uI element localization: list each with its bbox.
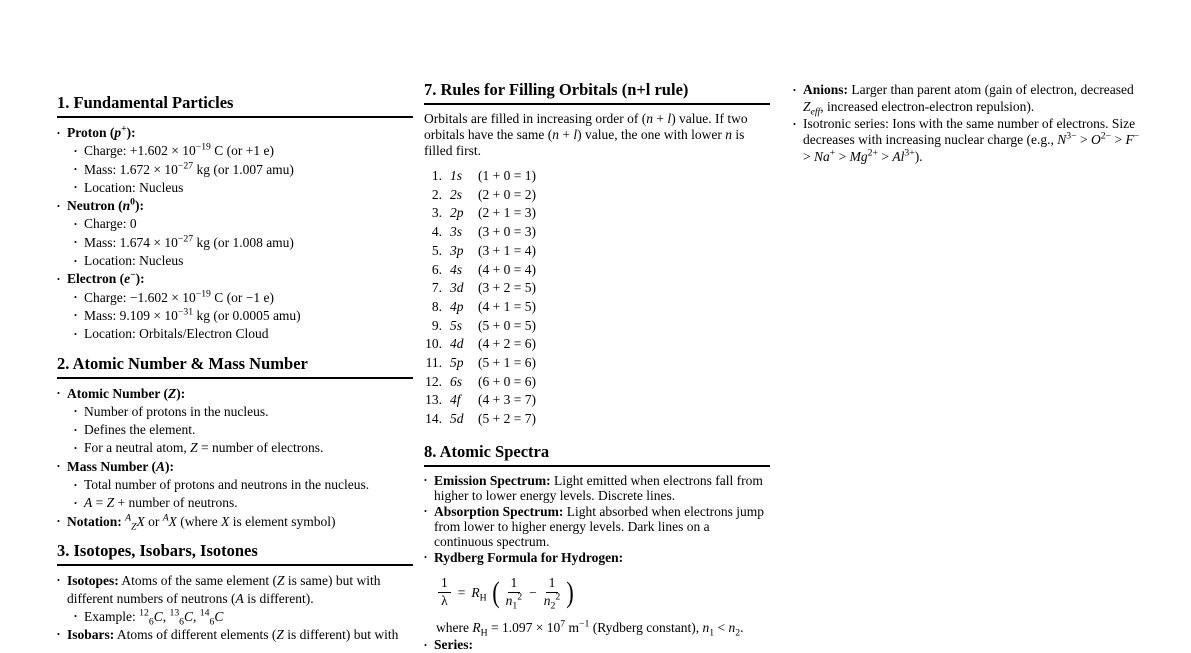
bullet-list: [57, 124, 413, 344]
bullet-list: [57, 572, 413, 644]
orbital-label: 5s: [450, 317, 463, 333]
bullet-marker: [74, 421, 84, 439]
list-item-text: Number of protons in the nucleus.: [84, 403, 269, 419]
orbital-row: [424, 391, 770, 410]
orbital-row: [424, 335, 770, 354]
orbital-label: 1s: [450, 168, 463, 183]
orbital-calculation: (5 + 1 = 6): [478, 355, 536, 371]
list-item-text: Location: Nucleus: [84, 253, 184, 269]
bullet-marker: [57, 197, 67, 215]
bullet-marker: [57, 270, 67, 288]
list-item-text: Isobars: Atoms of different elements (Z is different) but with: [67, 626, 399, 642]
orbital-label: 5p: [450, 355, 464, 371]
orbital-label: 3s: [450, 224, 463, 240]
list-item: [57, 513, 413, 531]
bullet-marker: [74, 179, 84, 197]
list-item: [74, 307, 413, 325]
bullet-marker: [57, 458, 67, 476]
orbital-row: [424, 261, 770, 280]
list-item: [424, 473, 770, 504]
section-title: 3. Isotopes, Isobars, Isotones: [57, 541, 413, 566]
fraction-denominator: $n_2^2$: [543, 591, 561, 612]
list-item: [57, 197, 413, 215]
open-paren: (: [491, 575, 500, 609]
list-item-text: Neutron $(n^0)$:: [67, 196, 144, 214]
bullet-marker: [74, 234, 84, 252]
section-title: 2. Atomic Number & Mass Number: [57, 354, 413, 379]
orbital-label: 4d: [450, 336, 464, 352]
orbital-calculation: (5 + 2 = 7): [478, 411, 536, 427]
list-item-text: Isotopes: Atoms of the same element (Z is same) but with different numbers of neutrons (A is different).: [67, 572, 381, 606]
list-item-text: Rydberg Formula for Hydrogen:: [434, 549, 624, 565]
fraction-numerator: 1: [546, 576, 559, 593]
orbital-number: 12.: [425, 373, 442, 389]
list-item: [74, 289, 413, 307]
bullet-marker: [424, 637, 434, 653]
list-item: [74, 161, 413, 179]
orbital-calculation: (3 + 0 = 3): [478, 224, 536, 240]
bullet-marker: [424, 504, 434, 550]
section-isotopes-isobars-isotones: [57, 541, 413, 644]
orbital-row: [424, 223, 770, 242]
orbital-row: [424, 410, 770, 429]
section-atomic-spectra: [424, 442, 770, 653]
bullet-list: [793, 82, 1142, 166]
orbital-number: 8.: [431, 298, 442, 314]
orbital-calculation: (2 + 0 = 2): [478, 186, 536, 202]
orbital-row: [424, 317, 770, 336]
orbital-number: 9.: [431, 317, 442, 333]
list-item: [793, 82, 1142, 116]
orbital-number: 11.: [425, 355, 442, 371]
bullet-marker: [74, 289, 84, 307]
orbital-number: 5.: [431, 242, 442, 258]
orbital-calculation: (6 + 0 = 6): [478, 373, 536, 389]
orbital-calculation: (4 + 1 = 5): [478, 298, 536, 314]
list-item: [793, 116, 1142, 166]
list-item: [424, 550, 770, 566]
section-title: 8. Atomic Spectra: [424, 442, 770, 467]
section-title: 7. Rules for Filling Orbitals (n+l rule): [424, 80, 770, 105]
bullet-marker: [74, 325, 84, 343]
orbital-label: 4s: [450, 261, 463, 277]
orbital-row: [424, 242, 770, 261]
list-item-text: Location: Nucleus: [84, 179, 184, 195]
bullet-marker: [74, 215, 84, 233]
bullet-marker: [57, 385, 67, 403]
orbital-calculation: (4 + 0 = 4): [478, 261, 536, 277]
orbital-calculation: (1 + 0 = 1): [478, 168, 536, 183]
left-column: [57, 93, 413, 644]
bullet-marker: [424, 473, 434, 504]
orbital-number: 6.: [431, 261, 442, 277]
list-item: [74, 215, 413, 233]
orbital-calculation: (2 + 1 = 3): [478, 205, 536, 221]
list-item: [74, 608, 413, 626]
fraction-denominator: $n_1^2$: [505, 591, 523, 612]
orbital-calculation: (5 + 0 = 5): [478, 317, 536, 333]
bullet-list: [57, 385, 413, 531]
bullet-marker: [74, 608, 84, 626]
list-item-text: Proton (p+):: [67, 123, 136, 140]
orbital-number: 2.: [431, 186, 442, 202]
orbital-number: 14.: [425, 411, 442, 427]
bullet-marker: [74, 307, 84, 325]
list-item-text: Total number of protons and neutrons in the nucleus.: [84, 477, 370, 493]
orbital-number: 7.: [431, 280, 442, 296]
bullet-marker: [74, 439, 84, 457]
list-item: [74, 476, 413, 494]
rydberg-formula: [434, 573, 770, 613]
fraction-numerator: 1: [438, 576, 451, 593]
bullet-marker: [74, 476, 84, 494]
list-item-text: Atomic Number (Z):: [67, 385, 186, 401]
list-item: [57, 458, 413, 476]
list-item-text: Mass: $1.674 \times 10^{-27}$ kg (or 1.008 amu): [84, 233, 294, 250]
orbital-calculation: (3 + 1 = 4): [478, 242, 536, 258]
minus-sign: −: [529, 584, 537, 600]
list-item-text: For a neutral atom, Z = number of electrons.: [84, 440, 324, 456]
section-filling-orbitals: [424, 80, 770, 429]
orbital-label: 6s: [450, 373, 463, 389]
list-item-text: Electron (e−):: [67, 269, 145, 287]
list-item-text: Charge: 0: [84, 216, 137, 232]
orbital-number: 1.: [431, 168, 442, 183]
orbital-row: [424, 279, 770, 298]
list-item: [424, 504, 770, 550]
list-item: [74, 179, 413, 197]
orbital-label: 2s: [450, 186, 463, 202]
list-item-text: Charge: $+1.602 \times 10^{-19}$ C (or +1 e): [84, 141, 275, 159]
orbital-label: 3d: [450, 280, 464, 296]
list-item-text: Series:: [434, 637, 473, 653]
bullet-marker: [57, 124, 67, 142]
list-item: [74, 494, 413, 512]
bullet-marker: [424, 550, 434, 566]
orbital-row: [424, 186, 770, 205]
bullet-marker: [57, 513, 67, 531]
bullet-marker: [57, 572, 67, 608]
section-fundamental-particles: [57, 93, 413, 344]
list-item: [57, 270, 413, 288]
list-item-text: Isotronic series: Ions with the same number of electrons. Size decreases with increasing nuclear charge (e.g., $N^{3-} > O^{2-} > F^- > Na^+ > Mg^{2+} > Al^{3+}$).: [803, 115, 1140, 165]
list-item: [424, 637, 770, 653]
list-item-text: Example: $^{12}_6$C, $^{13}_6$C, $^{14}_6$C: [84, 607, 224, 628]
list-item: [57, 385, 413, 403]
fraction-numerator: 1: [508, 576, 521, 593]
orbital-number: 13.: [425, 392, 442, 408]
rydberg-constant-note: where $R_H = 1.097 \times 10^7$ $m^{-1}$ (Rydberg constant), $n_1 < n_2$.: [436, 618, 744, 639]
list-item: [74, 325, 413, 343]
orbital-calculation: (4 + 3 = 7): [478, 392, 536, 408]
bullet-marker: [74, 494, 84, 512]
orbital-label: 2p: [450, 205, 464, 221]
list-item: [57, 572, 413, 608]
list-item-text: Notation: $^A_Z$X or $^A$X (where X is element symbol): [67, 512, 336, 533]
list-item: [74, 252, 413, 270]
middle-column: [424, 80, 770, 653]
bullet-list: [424, 637, 770, 653]
bullet-list: [424, 473, 770, 566]
list-item-text: Mass Number (A):: [67, 458, 175, 474]
orbital-label: 4p: [450, 298, 464, 314]
list-item-text: Anions: Larger than parent atom (gain of electron, decreased $Z_{eff}$, increased electron-electron repulsion).: [803, 82, 1134, 118]
fraction-one-over-n2sq: [543, 575, 561, 612]
list-item: [57, 626, 413, 644]
orbital-number: 10.: [425, 336, 442, 352]
orbital-label: 3p: [450, 242, 464, 258]
section-title: 1. Fundamental Particles: [57, 93, 413, 118]
list-item-text: Mass: $9.109 \times 10^{-31}$ kg (or 0.0005 amu): [84, 306, 301, 323]
orbital-number: 3.: [431, 205, 442, 221]
orbital-row: [424, 373, 770, 392]
orbital-number: 4.: [431, 224, 442, 240]
fraction-one-over-lambda: [438, 576, 451, 609]
list-item: [74, 403, 413, 421]
list-item: [74, 234, 413, 252]
list-item: [74, 142, 413, 160]
list-item: [74, 421, 413, 439]
rydberg-constant-symbol: $R_H$: [471, 584, 487, 604]
fraction-one-over-n1sq: [505, 575, 523, 612]
list-item-text: A = Z + number of neutrons.: [84, 495, 238, 511]
section-atomic-mass-number: [57, 354, 413, 531]
orbital-label: 5d: [450, 411, 464, 427]
bullet-marker: [793, 82, 803, 116]
bullet-marker: [793, 116, 803, 166]
orbital-order-list: [424, 167, 770, 429]
bullet-marker: [57, 626, 67, 644]
orbital-row: [424, 354, 770, 373]
list-item: [57, 124, 413, 142]
list-item-text: Defines the element.: [84, 422, 196, 438]
intro-paragraph: Orbitals are filled in increasing order of (n + l) value. If two orbitals have the same (n + l) value, the one with lower n is filled first.: [424, 111, 748, 158]
list-item-text: Charge: $-1.602 \times 10^{-19}$ C (or −1 e): [84, 288, 275, 305]
list-item-text: Mass: $1.672 \times 10^{-27}$ kg (or 1.007 amu): [84, 160, 294, 177]
orbital-label: 4f: [450, 392, 461, 408]
equals-sign: =: [457, 584, 466, 600]
orbital-row: [424, 167, 770, 186]
orbital-calculation: (4 + 2 = 6): [478, 336, 536, 352]
close-paren: ): [566, 575, 574, 609]
list-item-text: Emission Spectrum: Light emitted when electrons fall from higher to lower energy levels. Discrete lines.: [434, 472, 763, 504]
fraction-denominator: λ: [441, 593, 448, 609]
bullet-marker: [74, 142, 84, 160]
list-item: [74, 439, 413, 457]
right-column: [793, 82, 1142, 166]
bullet-marker: [74, 252, 84, 270]
bullet-marker: [74, 161, 84, 179]
list-item-text: Location: Orbitals/Electron Cloud: [84, 326, 269, 342]
list-item-text: Absorption Spectrum: Light absorbed when electrons jump from lower to higher energy levels. Dark lines on a continuous spectrum.: [434, 503, 764, 550]
orbital-row: [424, 204, 770, 223]
orbital-calculation: (3 + 2 = 5): [478, 280, 536, 296]
orbital-row: [424, 298, 770, 317]
bullet-marker: [74, 403, 84, 421]
